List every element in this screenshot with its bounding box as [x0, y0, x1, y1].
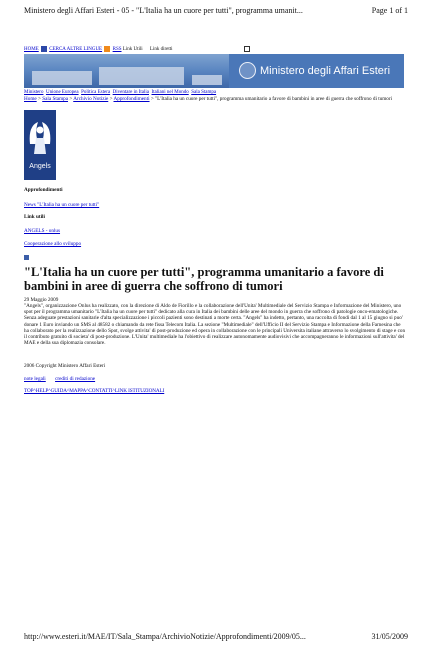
angels-logo-text: Angels	[29, 163, 51, 170]
link-diretti-select[interactable]: Link diretti	[149, 47, 173, 53]
breadcrumb-archivio[interactable]: Archivio Notizie	[73, 96, 109, 102]
breadcrumb-current: "L'Italia ha un cuore per tutti", programma umanitario a favore di bambini in aree di guerra che soffrono di tumori	[155, 96, 393, 102]
subnav-item[interactable]: Unione Europea	[45, 90, 79, 95]
sidebar-links-heading: Link utili	[24, 214, 45, 220]
rss-link[interactable]: RSS	[112, 47, 122, 53]
close-icon[interactable]	[244, 46, 250, 52]
sidebar-news-link[interactable]: News "L'Italia ha un cuore per tutti"	[24, 202, 100, 208]
subnav-item[interactable]: Sala Stampa	[191, 90, 217, 95]
bottom-links	[24, 376, 103, 382]
eu-flag-icon	[41, 46, 47, 52]
print-header	[24, 6, 408, 17]
other-languages-link[interactable]: CERCA ALTRE LINGUE	[49, 47, 103, 53]
footer-links	[24, 388, 164, 394]
home-link[interactable]: HOME	[24, 47, 39, 53]
print-footer-url: http://www.esteri.it/MAE/IT/Sala_Stampa/ArchivioNotizie/Approfondimenti/2009/05...	[24, 632, 306, 641]
print-footer	[24, 632, 408, 641]
sidebar-approfondimenti-heading: Approfondimenti	[24, 187, 63, 193]
article-headline: "L'Italia ha un cuore per tutti", programma umanitario a favore di bambini in aree di guerra che soffrono di tumori	[24, 265, 384, 293]
sidebar-cooperazione-link[interactable]: Cooperazione allo sviluppo	[24, 241, 82, 247]
footer-links-text[interactable]: TOP^HELP^GUIDA^MAPPA^CONTATTI^LINK ISTITUZIONALI	[24, 388, 165, 394]
breadcrumb-approfondimenti[interactable]: Approfondimenti	[113, 96, 150, 102]
bullet-square-icon	[24, 255, 29, 260]
subnav-item[interactable]: Italiani nel Mondo	[151, 90, 189, 95]
building-photo	[24, 54, 229, 88]
rss-icon	[104, 46, 110, 52]
article-date: 29 Maggio 2009	[24, 297, 59, 303]
sub-nav	[24, 90, 216, 95]
subnav-item[interactable]: Ministero	[24, 90, 44, 95]
top-nav	[24, 46, 251, 52]
link-utili-label[interactable]: Link Utili	[122, 47, 143, 53]
banner-title: Ministero degli Affari Esteri	[260, 65, 391, 77]
print-header-page: Page 1 of 1	[371, 6, 408, 15]
copyright: 2006 Copyright Ministero Affari Esteri	[24, 363, 106, 369]
breadcrumb-home[interactable]: Home	[24, 96, 37, 102]
angels-logo	[24, 110, 56, 180]
subnav-item[interactable]: Politica Estera	[81, 90, 111, 95]
breadcrumb-sala-stampa[interactable]: Sala Stampa	[42, 96, 69, 102]
sidebar-angels-link[interactable]: ANGELS - onlus	[24, 228, 61, 234]
subnav-item[interactable]: Diventare in Italia	[112, 90, 149, 95]
print-footer-date: 31/05/2009	[371, 632, 408, 641]
legal-notes-link[interactable]: note legali	[24, 376, 46, 382]
republic-emblem-icon	[239, 62, 256, 79]
print-header-title: Ministero degli Affari Esteri - 05 - "L'Italia ha un cuore per tutti", programma umanit...	[24, 6, 303, 15]
article-body: "Angels", organizzazione Onlus ha realizzato, con la direzione di Aldo de Fiorillo e la collaborazione dell'Unita' Multimediale del Servizio Stampa e Informazione del Ministero, uno spot per il programma umanitario "L'Italia ha un cuore per tutti" dedicato alla cura in Italia dei bambini delle aree del mondo in guerra che soffrono di patologie onco-ematologiche. Senza adeguate prestazioni sanitarie d'alta specializzazione i piccoli pazienti sono destinati a morte certa. "Angels" ha indetto, pertanto, una raccolta di fondi dal 1 al 15 giugno si puo' donare 1 Euro inviando un SMS al 48582 o chiamando da rete fissa Telecom Italia. La sezione "Multimediale" dell'Ufficio II del Servizio Stampa e Informazione della Farnesina che ha collaborato per la realizzazione dello Spot, svolge attivita' di post-produzione ed opera in collaborazione con le principali Universita italiane attraverso lo svolgimento di stage e con il contributo gratuito di societa' di post-produzione. L'Unita' multimediale ha l'obiettivo di realizzare autonomamente audiovisivi che accompagneranno le informazioni sull'attivita' del MAE e della sua diplomazia consolare.	[24, 303, 406, 347]
breadcrumb: Home > Sala Stampa > Archivio Notizie > Approfondimenti > "L'Italia ha un cuore per tutti", programma umanitario a favore di bambini in aree di guerra che soffrono di tumori	[24, 96, 393, 102]
ministry-banner	[24, 54, 404, 88]
credits-link[interactable]: crediti di redazione	[55, 376, 96, 382]
